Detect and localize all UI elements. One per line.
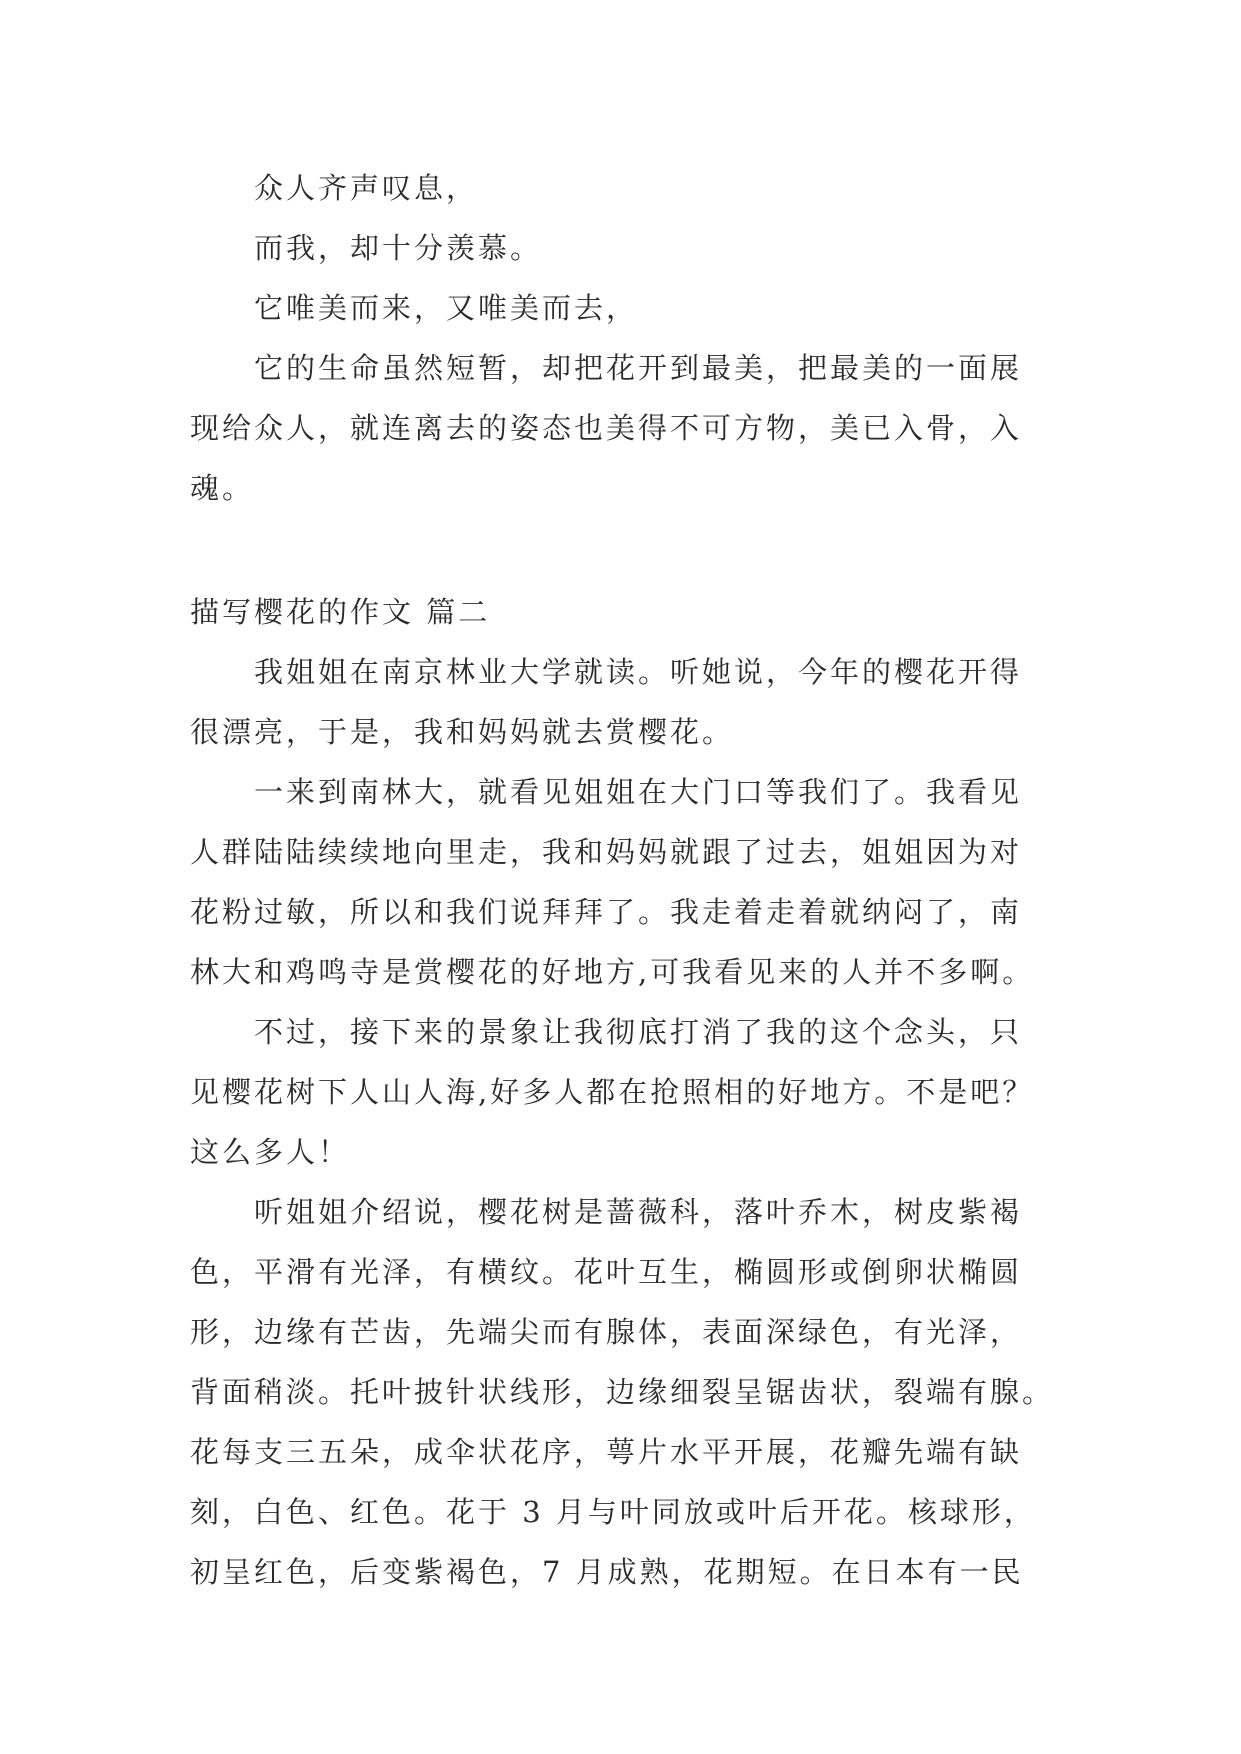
text-line: 现给众人，就连离去的姿态也美得不可方物，美已入骨，入 (190, 411, 1023, 445)
paragraph (190, 338, 1055, 518)
paragraph (190, 278, 1055, 338)
text-line: 它唯美而来，又唯美而去， (254, 291, 639, 325)
text-line: 形，边缘有芒齿，先端尖而有腺体，表面深绿色，有光泽， (190, 1315, 1023, 1349)
paragraph (190, 642, 1055, 762)
paragraph (190, 158, 1055, 218)
text-line: 众人齐声叹息， (254, 171, 479, 205)
text-line: 刻，白色、红色。花于 3 月与叶同放或叶后开花。核球形， (190, 1495, 1036, 1529)
text-line: 而我，却十分羡慕。 (254, 231, 543, 265)
text-line: 它的生命虽然短暂，却把花开到最美，把最美的一面展 (254, 351, 1023, 385)
paragraph (190, 1182, 1055, 1602)
text-line: 魂。 (190, 471, 255, 505)
document-page (190, 158, 1055, 1602)
text-line: 很漂亮，于是，我和妈妈就去赏樱花。 (190, 715, 735, 749)
text-line: 初呈红色，后变紫褐色，7 月成熟，花期短。在日本有一民 (190, 1555, 1024, 1589)
text-line: 色，平滑有光泽，有横纹。花叶互生，椭圆形或倒卵状椭圆 (190, 1255, 1023, 1289)
text-line: 这么多人！ (190, 1135, 351, 1169)
paragraph (190, 1002, 1055, 1182)
text-line: 听姐姐介绍说，樱花树是蔷薇科，落叶乔木，树皮紫褐 (254, 1195, 1023, 1229)
text-line: 不过，接下来的景象让我彻底打消了我的这个念头，只 (254, 1015, 1023, 1049)
paragraph (190, 762, 1055, 1002)
text-line: 花每支三五朵，成伞状花序，萼片水平开展，花瓣先端有缺 (190, 1435, 1023, 1469)
text-line: 林大和鸡鸣寺是赏樱花的好地方,可我看见来的人并不多啊。 (190, 955, 1035, 989)
section-heading: 描写樱花的作文 篇二 (190, 595, 491, 629)
paragraph (190, 218, 1055, 278)
section-gap (190, 518, 1055, 582)
text-line: 花粉过敏，所以和我们说拜拜了。我走着走着就纳闷了，南 (190, 895, 1023, 929)
text-line: 我姐姐在南京林业大学就读。听她说，今年的樱花开得 (254, 655, 1023, 689)
text-line: 背面稍淡。托叶披针状线形，边缘细裂呈锯齿状，裂端有腺。 (190, 1375, 1055, 1409)
text-line: 人群陆陆续续地向里走，我和妈妈就跟了过去，姐姐因为对 (190, 835, 1023, 869)
text-line: 一来到南林大，就看见姐姐在大门口等我们了。我看见 (254, 775, 1023, 809)
text-line: 见樱花树下人山人海,好多人都在抢照相的好地方。不是吧？ (190, 1075, 1035, 1109)
